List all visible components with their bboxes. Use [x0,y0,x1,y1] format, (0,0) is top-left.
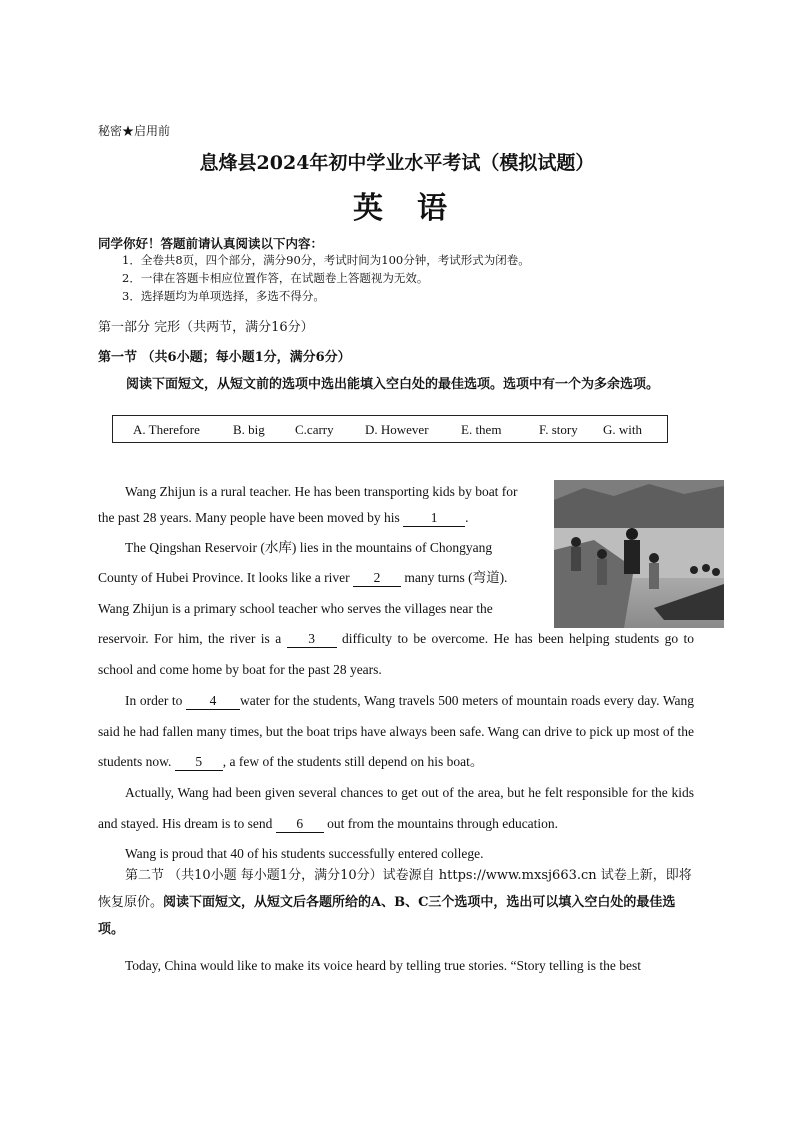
passage-text: County of Hubei Province. It looks like a river [98,570,353,585]
passage-text: the past 28 years. Many people have been moved by his [98,510,404,525]
options-box [112,415,668,443]
option-item: D. However [365,422,429,437]
section2-block [98,862,696,943]
section2-source: 试卷源自 https://www.mxsj663.cn 试卷上新，即将恢复原价。 [98,868,692,910]
passage-line: The Qingshan Reservoir (水库) lies in the mountains of Chongyang [125,540,493,555]
section2-direction: 阅读下面短文，从短文后各题所给的A、B、C三个选项中，选出可以填入空白处的最佳选项。 [98,895,676,937]
instruction-note: 3．选择题均为单项选择，多选不得分。 [122,289,325,303]
boat-photo-illustration [554,480,724,628]
option-item: B. big [233,422,265,437]
part1-heading: 第一部分 完形（共两节，满分16分） [98,320,314,335]
passage-text: In order to [125,693,186,708]
instructions-intro: 同学你好！答题前请认真阅读以下内容： [98,236,324,251]
passage-line: Wang is proud that 40 of his students successfully entered college. [125,846,484,861]
blank-2: 2 [353,570,401,587]
section2-heading: 第二节 （共10小题 每小题1分，满分10分） [125,868,383,883]
option-item: C.carry [295,422,334,437]
passage-paragraph [98,686,694,778]
passage-text: Actually, Wang had been given several chances to get out of the area, but he felt responsible for the kids and stayed. His dream is to send [98,785,694,831]
passage-line [98,503,542,534]
blank-3: 3 [287,631,337,648]
option-item: G. with [603,422,642,437]
passage-text: difficulty to be overcome. He has been helping students go to school and come home by boat for the past 28 years. [98,631,694,677]
passage-text: many turns (弯道). [400,570,508,585]
option-item: F. story [539,422,578,437]
passage-text: . [465,510,469,525]
passage-text: out from the mountains through education. [323,815,559,831]
passage-line: Wang Zhijun is a primary school teacher who serves the villages near the [98,601,493,616]
option-item: E. them [461,422,502,437]
passage-photo [554,480,724,628]
passage-line: Today, China would like to make its voice heard by telling true stories. “Story telling is the best [125,958,641,973]
exam-title: 息烽县2024年初中学业水平考试（模拟试题） [199,152,595,174]
blank-6: 6 [276,816,324,833]
option-item: A. Therefore [133,422,200,437]
passage-paragraph [98,624,694,685]
blank-4: 4 [186,693,240,710]
section1-heading: 第一节 （共6小题；每小题1分，满分6分） [98,350,351,365]
passage-line [98,563,542,594]
passage-line: Wang Zhijun is a rural teacher. He has been transporting kids by boat for [125,484,518,499]
instruction-note: 1．全卷共8页，四个部分，满分90分，考试时间为100分钟，考试形式为闭卷。 [122,253,530,267]
passage-text: water for the students, Wang travels 500 meters of mountain roads every day. Wang said he had fallen many times, but the boat trips have always been safe. Wang can drive to pick up most of the students now. [98,693,694,769]
subject-title: 英语 [353,191,481,226]
passage-text: , a few of the students still depend on his boat。 [222,754,484,769]
blank-5: 5 [175,754,223,771]
passage-text: reservoir. For him, the river is a [98,631,287,646]
passage-paragraph [98,778,694,839]
instruction-note: 2．一律在答题卡相应位置作答，在试题卷上答题视为无效。 [122,271,429,285]
blank-1: 1 [403,510,465,527]
confidential-mark: 秘密★启用前 [98,124,171,138]
section1-direction: 阅读下面短文，从短文前的选项中选出能填入空白处的最佳选项。选项中有一个为多余选项。 [126,377,660,392]
